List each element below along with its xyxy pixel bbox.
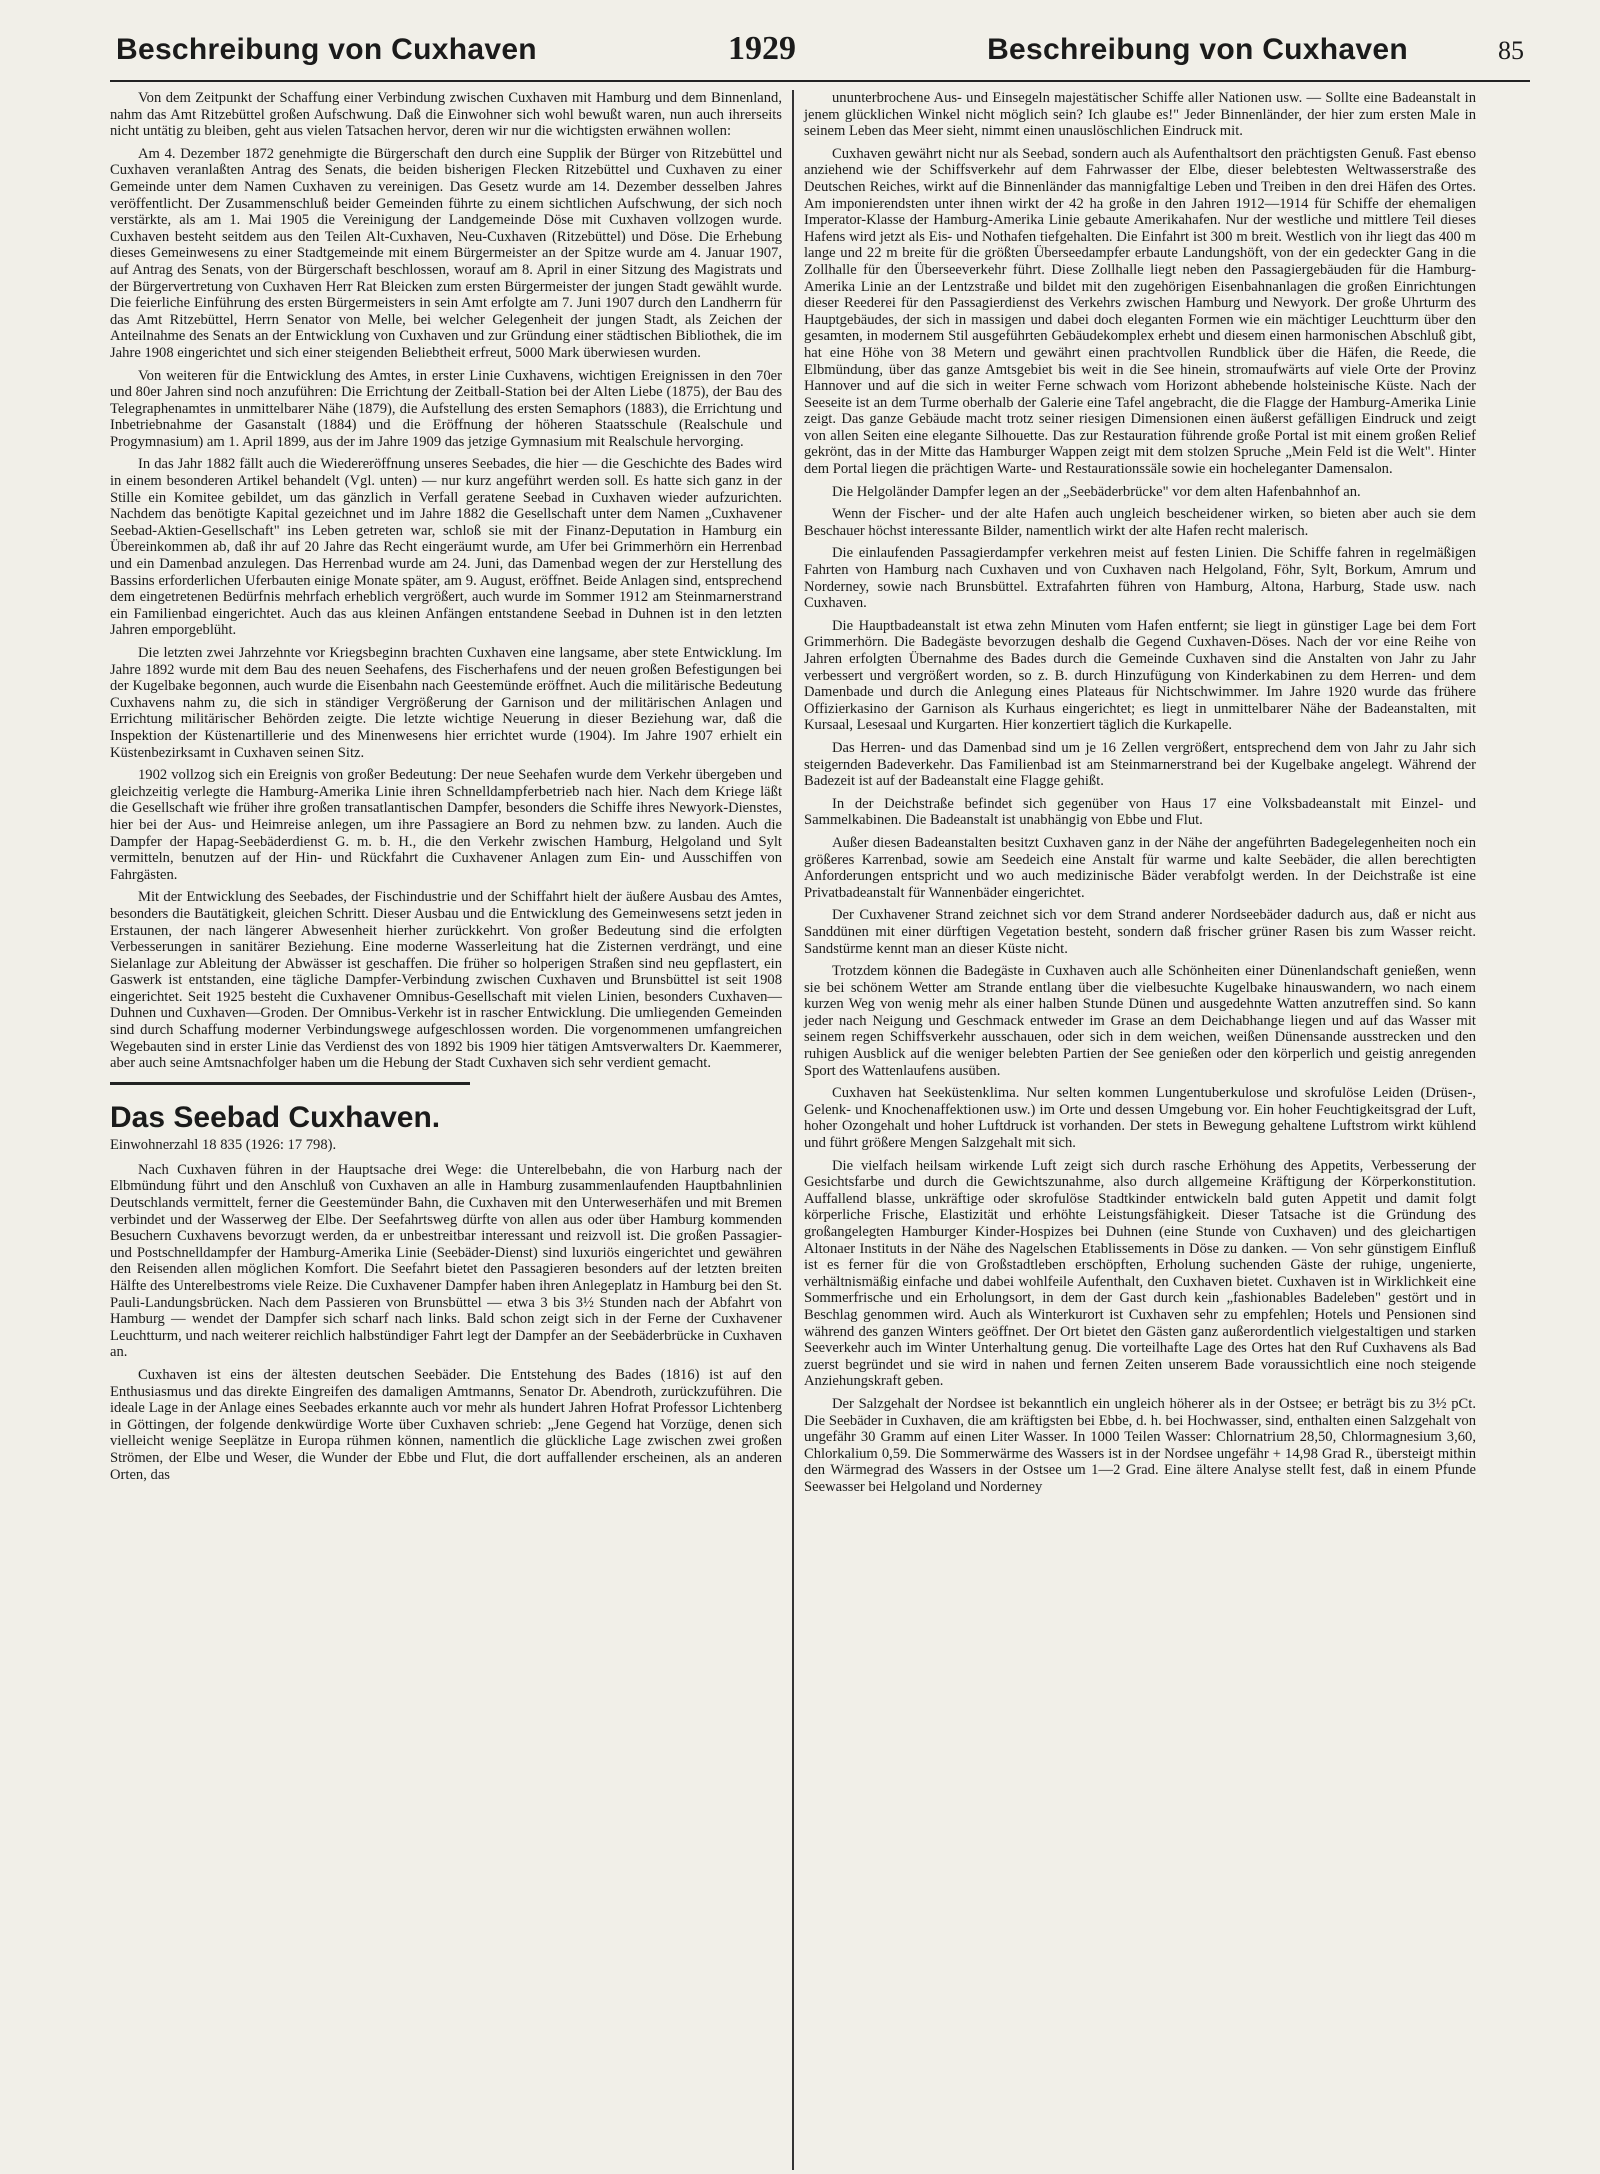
paragraph: Außer diesen Badeanstalten besitzt Cuxhaven ganz in der Nähe der angeführten Badegelegenheiten noch ein größeres Karrenbad, sowie am Seedeich eine Anstalt für warme und kalte Seebäder, die allen berechtigten Anforderungen entspricht und wo auch medizinische Bäder verabfolgt werden. In der Deichstraße ist eine Privatbadeanstalt für Wannenbäder eingerichtet. [804,834,1476,901]
section-divider [110,1082,470,1085]
paragraph: 1902 vollzog sich ein Ereignis von großer Bedeutung: Der neue Seehafen wurde dem Verkehr übergeben und gleichzeitig verlegte die Hamburg-Amerika Linie ihren Schnelldampferbetrieb nach hier. Nach dem Kriege läßt die Gesellschaft wie früher ihre großen transatlantischen Dampfer, besonders die Schiffe ihres Newyork-Dienstes, hier bei der Aus- und Heimreise anlegen, um ihre Passagiere an Bord zu nehmen bzw. zu landen. Auch die Dampfer der Hapag-Seebäderdienst G. m. b. H., die den Verkehr zwischen Hamburg, Helgoland und Sylt vermitteln, benutzen auf der Hin- und Rückfahrt die Cuxhavener Anlagen zum Ein- und Ausschiffen von Fahrgästen. [110,767,782,883]
header-year: 1929 [728,30,796,67]
section-title: Das Seebad Cuxhaven. [110,1100,441,1134]
paragraph: Das Herren- und das Damenbad sind um je 16 Zellen vergrößert, entsprechend dem von Jahr zu Jahr sich steigernden Badeverkehr. Das Familienbad ist am Steinmarnerstrand bei der Kugelbake angelegt. Während der Badezeit ist auf der Badeanstalt eine Flagge gehißt. [804,739,1476,790]
paragraph: Mit der Entwicklung des Seebades, der Fischindustrie und der Schiffahrt hielt der äußere Ausbau des Amtes, besonders die Bautätigkeit, gleichen Schritt. Dieser Ausbau und die Entwicklung des Gemeinwesens setzt jeden in Erstaunen, der nach längerer Abwesenheit hierher zurückkehrt. Von großer Bedeutung sind die erfolgten Verbesserungen in sanitärer Beziehung. Eine moderne Wasserleitung hat die Zisternen verdrängt, und eine Sielanlage zur Ableitung der Abwässer ist geschaffen. Die früher so holperigen Straßen sind neu gepflastert, ein Gaswerk ist entstanden, eine tägliche Dampfer-Verbindung zwischen Cuxhaven und Brunsbüttel ist seit 1908 eingerichtet. Seit 1925 besteht die Cuxhavener Omnibus-Gesellschaft mit vielen Linien, besonders Cuxhaven—Duhnen und Cuxhaven—Groden. Der Omnibus-Verkehr ist in rascher Entwicklung. Die umliegenden Gemeinden sind durch Schaffung moderner Verbindungswege aufgeschlossen worden. Die vorgenommenen umfangreichen Wegebauten sind in erster Linie das Verdienst des von 1892 bis 1909 hier tätigen Amtsverwalters Dr. Kaemmerer, aber auch seine Amtsnachfolger haben um die Hebung der Stadt Cuxhaven sich sehr verdient gemacht. [110,889,782,1072]
left-column [110,90,792,2170]
header-left-title: Beschreibung von Cuxhaven [116,33,537,66]
paragraph: In der Deichstraße befindet sich gegenüber von Haus 17 eine Volksbadeanstalt mit Einzel- und Sammelkabinen. Die Badeanstalt ist unabhängig von Ebbe und Flut. [804,795,1476,829]
right-column [794,90,1476,2170]
paragraph: Der Salzgehalt der Nordsee ist bekanntlich ein ungleich höherer als in der Ostsee; er beträgt bis zu 3½ pCt. Die Seebäder in Cuxhaven, die am kräftigsten bei Ebbe, d. h. bei Hochwasser, sind, enthalten einen Salzgehalt von ungefähr 30 Gramm auf einen Liter Wasser. In 1000 Teilen Wasser: Chlornatrium 28,50, Chlormagnesium 3,60, Chlorkalium 0,59. Die Sommerwärme des Wassers ist in der Nordsee ungefähr + 14,98 Grad R., übersteigt mithin den Wärmegrad des Wassers in der Ostsee um 1—2 Grad. Eine ältere Analyse stellt fest, daß in einem Pfunde Seewasser bei Helgoland und Norderney [804,1395,1476,1495]
paragraph: Am 4. Dezember 1872 genehmigte die Bürgerschaft den durch eine Supplik der Bürger von Ritzebüttel und Cuxhaven veranlaßten Antrag des Senats, die beiden bisherigen Flecken Ritzebüttel und Cuxhaven zu einer Gemeinde unter dem Namen Cuxhaven zu vereinigen. Das Gesetz wurde am 14. Dezember desselben Jahres veröffentlicht. Der Zusammenschluß beider Gemeinden führte zu einem sichtlichen Aufschwung, der sich noch verstärkte, als am 1. Mai 1905 die Vereinigung der Landgemeinde Döse mit Cuxhaven vollzogen wurde. Cuxhaven besteht seitdem aus den Teilen Alt-Cuxhaven, Neu-Cuxhaven (Ritzebüttel) und Döse. Die Erhebung dieses Gemeinwesens zu einer Stadtgemeinde mit einem Bürgermeister an der Spitze wurde am 4. Januar 1907, auf Antrag des Senats, von der Bürgerschaft beschlossen, worauf am 8. April in einer Sitzung des Magistrats und der Bürgervertretung von Cuxhaven Herr Rat Bleicken zum ersten Bürgermeister der jungen Stadt gewählt wurde. Die feierliche Einführung des ersten Bürgermeisters in sein Amt erfolgte am 7. Juni 1907 durch den Landherrn für das Amt Ritzebüttel, Herrn Senator von Melle, bei welcher Gelegenheit der jungen Stadt, als Zeichen der Anteilnahme des Senats an der Entwicklung von Cuxhaven und zur Gründung einer städtischen Bibliothek, die im Jahre 1908 eingerichtet und sich einer steigenden Beliebtheit erfreut, 5000 Mark überwiesen wurden. [110,145,782,361]
paragraph: Cuxhaven ist eins der ältesten deutschen Seebäder. Die Entstehung des Bades (1816) ist auf den Enthusiasmus und das direkte Eingreifen des damaligen Amtmanns, Senator Dr. Abendroth, zurückzuführen. Die ideale Lage in der Anlage eines Seebades erkannte auch vor mehr als hundert Jahren Hofrat Professor Lichtenberg in Göttingen, der folgende denkwürdige Worte über Cuxhaven schrieb: „Jene Gegend hat Vorzüge, denen sich vielleicht wenige Seeplätze in Europa rühmen können, namentlich die glückliche Lage zwischen zwei großen Strömen, der Elbe und Weser, die Wunder der Ebbe und Flut, die dort auffallender erscheinen, als an anderen Orten, das [110,1366,782,1483]
paragraph: Die Hauptbadeanstalt ist etwa zehn Minuten vom Hafen entfernt; sie liegt in günstiger Lage bei dem Fort Grimmerhörn. Die Badegäste bevorzugen deshalb die Gegend Cuxhaven-Döses. Nach der vor eine Reihe von Jahren erfolgten Übernahme des Bades durch die Gemeinde Cuxhaven sind die Anstalten von Jahr zu Jahr verbessert und vergrößert worden, so z. B. durch Hinzufügung von Kinderkabinen zu dem Herren- und dem Damenbade und durch die Anlegung eines Plateaus für Nichtschwimmer. Im Jahre 1920 wurde das frühere Offizierkasino der Garnison als Kurhaus eingerichtet; es liegt in unmittelbarer Nähe der Badeanstalten, mit Kursaal, Lesesaal und Kurgarten. Hier konzertiert täglich die Kurkapelle. [804,617,1476,734]
paragraph: ununterbrochene Aus- und Einsegeln majestätischer Schiffe aller Nationen usw. — Sollte eine Badeanstalt in jenem glücklichen Winkel nicht möglich sein? Ich glaube es!" Jeder Binnenländer, der hier zum ersten Male in seinem Leben das Meer sieht, nimmt einen unauslöschlichen Eindruck mit. [804,90,1476,140]
running-header [110,30,1530,82]
paragraph: Die letzten zwei Jahrzehnte vor Kriegsbeginn brachten Cuxhaven eine langsame, aber stete Entwicklung. Im Jahre 1892 wurde mit dem Bau des neuen Seehafens, des Fischerhafens und der neuen großen Befestigungen bei der Kugelbake begonnen, auch wurde die Eisenbahn nach Geestemünde eröffnet. Auch die militärische Bedeutung Cuxhavens nahm zu, die sich in ständiger Vergrößerung der Garnison und der militärischen Anlagen und Errichtung militärischer Behörden zeigte. Die letzte wichtige Neuerung in dieser Beziehung war, daß die Inspektion der Küstenartillerie und des Minenwesens hier errichtet wurde (1904). Im Jahre 1907 erhielt ein Küstenbezirksamt in Cuxhaven seinen Sitz. [110,645,782,761]
paragraph: Die Helgoländer Dampfer legen an der „Seebäderbrücke" vor dem alten Hafenbahnhof an. [832,483,1361,500]
paragraph: Cuxhaven gewährt nicht nur als Seebad, sondern auch als Aufenthaltsort den prächtigsten Genuß. Fast ebenso anziehend wie der Schiffsverkehr auf dem Fahrwasser der Elbe, dieser belebtesten Weltwasserstraße des Deutschen Reiches, wirkt auf die Binnenländer das mannigfaltige Leben und Treiben in den drei Häfen des Ortes. Am imponierendsten unter ihnen wirkt der 42 ha große in den Jahren 1912—1914 für Schiffe der ehemaligen Imperator-Klasse der Hamburg-Amerika Linie gebaute Amerikahafen. Nur der westliche und mittlere Teil dieses Hafens wird jetzt als Eis- und Nothafen tiefgehalten. Die Einfahrt ist 300 m breit. Westlich von ihr liegt das 400 m lange und 22 m breite für die größten Überseedampfer erbaute Landungshöft, von der ein gedeckter Gang in die Zollhalle für den Überseeverkehr führt. Diese Zollhalle liegt neben den Passagiergebäuden für die Hamburg-Amerika Linie an der Lentzstraße und bildet mit den zugehörigen Eisenbahnanlagen die großen Einrichtungen dieser Reederei für den Passagierdienst des Verkehrs zwischen Hamburg und Newyork. Der große Uhrturm des Hauptgebäudes, der sich in massigen und dabei doch eleganten Formen wie ein mächtiger Leuchtturm über den gesamten, in modernem Stil ausgeführten Gebäudekomplex erhebt und diesem einen harmonischen Abschluß gibt, hat eine Höhe von 38 Metern und gewährt einen prachtvollen Rundblick über die Häfen, die Reede, die Elbmündung, über das ganze Amtsgebiet bis weit in die See hinein, stromaufwärts auf viele Orte der Provinz Hannover und auf die sich in weiter Ferne schwach vom Horizont abhebende holsteinische Küste. Nach der Seeseite ist an dem Turme oberhalb der Galerie eine Tafel angebracht, die die Flagge der Hamburg-Amerika Linie zeigt. Das ganze Gebäude macht trotz seiner riesigen Dimensionen einen äußerst gefälligen Eindruck und zeigt von allen Seiten eine elegante Silhouette. Das zur Restauration führende große Portal ist mit einem großen Relief gekrönt, das in der Mitte das Hamburger Wappen zeigt mit dem stolzen Spruche „Mein Feld ist die Welt". Hinter dem Portal liegen die prächtigen Warte- und Restaurationssäle sowie ein hocheleganter Damensalon. [804,145,1476,478]
header-right-title: Beschreibung von Cuxhaven [987,33,1408,66]
paragraph: Trotzdem können die Badegäste in Cuxhaven auch alle Schönheiten einer Dünenlandschaft genießen, wenn sie bei schönem Wetter am Strande entlang über die vielbesuchte Kugelbake hinauswandern, wo nach einem kurzen Weg von wenig mehr als einer halben Stunde Dünen und ausgedehnte Watten anzutreffen sind. So kann jeder nach Neigung und Geschmack entweder im Grase an dem Deichabhange liegen und auf das Wasser mit seinem regen Schiffsverkehr ausschauen, oder sich in dem weichen, weißen Dünensande ausstrecken und den ruhigen Ausblick auf die weniger belebten Partien der See genießen oder den körperlich und geistig anregenden Sport des Wattenlaufens ausüben. [804,963,1476,1079]
paragraph: Der Cuxhavener Strand zeichnet sich vor dem Strand anderer Nordseebäder dadurch aus, daß er nicht aus Sanddünen mit einer dürftigen Vegetation besteht, sondern daß frischer grüner Rasen bis zum Wasser reicht. Sandstürme kennt man an dieser Küste nicht. [804,907,1476,957]
paragraph: Cuxhaven hat Seeküstenklima. Nur selten kommen Lungentuberkulose und skrofulöse Leiden (Drüsen-, Gelenk- und Knochenaffektionen usw.) im Orte und dessen Umgebung vor. Ein hoher Feuchtigkeitsgrad der Luft, hoher Ozongehalt und hoher Luftdruck ist vorhanden. Der stets in Bewegung gehaltene Luftstrom wirkt kühlend und führt größere Mengen Salzgehalt mit sich. [804,1085,1476,1152]
paragraph: In das Jahr 1882 fällt auch die Wiedereröffnung unseres Seebades, die hier — die Geschichte des Bades wird in einem besonderen Artikel behandelt (Vgl. unten) — nur kurz angeführt werden soll. Es hatte sich ganz in der Stille ein Komitee gebildet, um das gänzlich in Verfall geratene Seebad in Cuxhaven wieder aufzurichten. Nachdem das benötigte Kapital gezeichnet und im Jahre 1882 die Gesellschaft unter dem Namen „Cuxhavener Seebad-Aktien-Gesellschaft" ins Leben getreten war, schloß sie mit der Finanz-Deputation in Hamburg ein Übereinkommen ab, daß ihr auf 20 Jahre das Recht eingeräumt wurde, am Ufer bei Grimmerhörn ein Herrenbad und ein Damenbad anzulegen. Das Herrenbad wurde am 24. Juni, das Damenbad wegen der zur Herstellung des Bassins erforderlichen Uferbauten einige Monate später, am 9. August, eröffnet. Beide Anlagen sind, entsprechend dem eingetretenen Bedürfnis mehrfach erheblich vergrößert, auch wurde im Sommer 1912 am Steinmarnerstrand ein Familienbad eingerichtet. Auch das aus kleinen Anfängen entstandene Seebad in Duhnen ist in den letzten Jahren emporgeblüht. [110,456,782,639]
paragraph: Die einlaufenden Passagierdampfer verkehren meist auf festen Linien. Die Schiffe fahren in regelmäßigen Fahrten von Hamburg nach Cuxhaven und von Cuxhaven nach Helgoland, Föhr, Sylt, Borkum, Amrum und Norderney, sowie nach Brunsbüttel. Extrafahrten führen von Hamburg, Altona, Harburg, Stade usw. nach Cuxhaven. [804,545,1476,612]
paragraph: Von weiteren für die Entwicklung des Amtes, in erster Linie Cuxhavens, wichtigen Ereignissen in den 70er und 80er Jahren sind noch anzuführen: Die Errichtung der Zeitball-Station bei der Alten Liebe (1875), der Bau des Telegraphenamtes in unmittelbarer Nähe (1879), die Aufstellung des ersten Semaphors (1883), die Errichtung und Inbetriebnahme der Gasanstalt (1884) und die Eröffnung der höheren Staatsschule (Realschule und Progymnasium) am 1. April 1899, aus der im Jahre 1909 das jetzige Gymnasium mit Realschule hervorging. [110,367,782,450]
section-subtitle: Einwohnerzahl 18 835 (1926: 17 798). [110,1136,337,1153]
paragraph: Von dem Zeitpunkt der Schaffung einer Verbindung zwischen Cuxhaven mit Hamburg und dem Binnenland, nahm das Amt Ritzebüttel großen Aufschwung. Daß die Einwohner sich wohl bewußt waren, nun auch ihrerseits nicht untätig zu bleiben, geht aus vielen Tatsachen hervor, deren wir nur die wichtigsten erwähnen wollen: [110,90,782,140]
two-column-body [110,90,1530,2170]
page-number: 85 [1498,36,1524,65]
paragraph: Nach Cuxhaven führen in der Hauptsache drei Wege: die Unterelbebahn, die von Harburg nach der Elbmündung führt und den Anschluß von Cuxhaven an alle in Hamburg zusammenlaufenden Hauptbahnlinien Deutschlands vermittelt, ferner die Geestemünder Bahn, die Cuxhaven mit den Unterweserhäfen und mit Bremen verbindet und der Wasserweg der Elbe. Der Seefahrtsweg dürfte von allen aus oder über Hamburg kommenden Besuchern Cuxhavens bevorzugt werden, da er unbestreitbar interessant und reizvoll ist. Die großen Passagier- und Postschnelldampfer der Hamburg-Amerika Linie (Seebäder-Dienst) sind luxuriös eingerichtet und gewähren den Reisenden allen möglichen Komfort. Die Seefahrt bietet den Passagieren besonders auf der letzten breiten Hälfte des Unterelbestroms viele Reize. Die Cuxhavener Dampfer haben ihren Anlegeplatz in Hamburg bei den St. Pauli-Landungsbrücken. Nach dem Passieren von Brunsbüttel — etwa 3 bis 3½ Stunden nach der Abfahrt von Hamburg — wendet der Dampfer sich scharf nach links. Bald schon zeigt sich in der Ferne der Cuxhavener Leuchtturm, und nach weiterer reichlich halbstündiger Fahrt legt der Dampfer an der Seebäderbrücke in Cuxhaven an. [110,1161,782,1361]
paragraph: Die vielfach heilsam wirkende Luft zeigt sich durch rasche Erhöhung des Appetits, Verbesserung der Gesichtsfarbe und durch die Gewichtszunahme, also durch allgemeine Kräftigung der Körperkonstitution. Auffallend blasse, unkräftige oder skrofulöse Stadtkinder entwickeln bald guten Appetit und damit folgt körperliche Frische, Elastizität und erhöhte Leistungsfähigkeit. Dieser Tatsache ist die Gründung des großangelegten Hamburger Kinder-Hospizes bei Duhnen (eine Stunde von Cuxhaven) und des gleichartigen Altonaer Instituts in der Nähe des Nagelschen Etablissements in Döse zu danken. — Von sehr günstigem Einfluß ist es ferner für die von Großstadtleben erschöpften, Erholung suchenden Gäste der ruhige, ungenierte, verhältnismäßig einfache und dabei wohlfeile Aufenthalt, den Cuxhaven bietet. Cuxhaven ist in Wirklichkeit eine Sommerfrische und ein Erholungsort, in dem der Gast durch kein „fashionables Badeleben" gestört und in Beschlag genommen wird. Auch als Winterkurort ist Cuxhaven sehr zu empfehlen; Hotels und Pensionen sind während des ganzen Winters geöffnet. Der Ort bietet den Gästen ganz außerordentlich vielgestaltigen und starken Seeverkehr auch im Winter Unterhaltung genug. Die vorteilhafte Lage des Ortes hat den Ruf Cuxhavens als Bad zuerst begründet und sie wird in nahen und fernen Zeiten unserem Bade voraussichtlich eine noch steigende Anziehungskraft geben. [804,1157,1476,1390]
header-right-group [987,33,1524,67]
paragraph: Wenn der Fischer- und der alte Hafen auch ungleich bescheidener wirken, so bieten aber auch sie dem Beschauer höchst interessante Bilder, namentlich wirkt der alte Hafen recht malerisch. [804,506,1476,539]
